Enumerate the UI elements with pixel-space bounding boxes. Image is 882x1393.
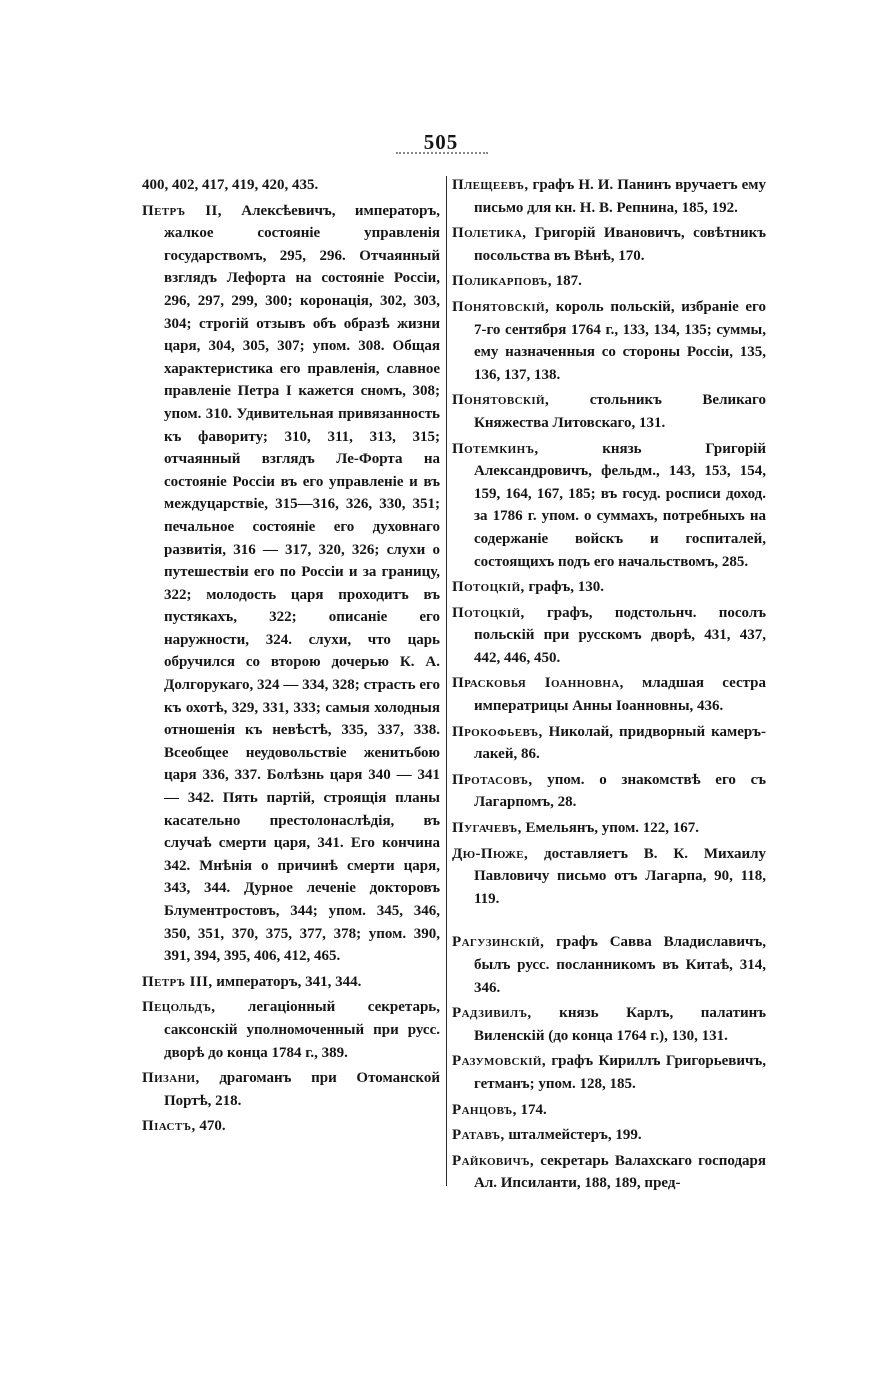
entry-text: графъ Н. И. Панинъ вручаетъ ему письмо для кн. Н. В. Репнина, 185, 192. [474, 177, 766, 216]
index-entry [142, 971, 440, 994]
entry-text: младшая сестра императрицы Анны Іоанновны, 436. [474, 675, 767, 715]
entry-name: Понятовскій, [452, 392, 550, 409]
index-entry [452, 296, 766, 386]
entry-name: Пугачевъ, [452, 820, 522, 837]
index-entry [452, 931, 766, 999]
entry-text: 174. [516, 1101, 547, 1118]
entry-text: императоръ, 341, 344. [212, 973, 362, 990]
entry-name: Пецольдъ, [142, 999, 216, 1016]
entry-text: 470. [195, 1118, 226, 1135]
index-entry [142, 1115, 440, 1138]
entry-name: Радзивилъ, [452, 1005, 532, 1022]
entry-text: драгоманъ при Отоманской Портѣ, 218. [164, 1070, 440, 1109]
index-entry [142, 1067, 440, 1112]
index-entry [452, 1124, 766, 1147]
entry-text: 400, 402, 417, 419, 420, 435. [142, 177, 319, 193]
index-entry [452, 721, 766, 766]
index-entry [452, 602, 766, 670]
index-entry [452, 1050, 766, 1095]
left-column [142, 174, 440, 1141]
entry-name: Пизани, [142, 1070, 200, 1087]
entry-text: секретарь Валахскаго господаря Ал. Ипсиланти, 188, 189, пред- [474, 1152, 766, 1192]
entry-text: доставляетъ В. К. Михаилу Павловичу письмо отъ Лагарпа, 90, 118, 119. [474, 845, 766, 907]
index-entry [452, 576, 766, 599]
entry-name: Потемкинъ, [452, 440, 539, 457]
index-entry [142, 200, 440, 968]
index-entry [452, 1099, 766, 1122]
index-entry [452, 174, 766, 219]
index-entry [452, 843, 766, 911]
index-entry [452, 222, 766, 267]
index-entry [452, 389, 766, 434]
entry-text: Алексѣевичъ, императоръ, жалкое состояніе управленія государствомъ, 295, 296. Отчаянный взглядъ Лефорта на состояніе Россіи, 296, 297, 299, 300; коронація, 302, 303, 304; строгій отзывъ объ образѣ жизни царя, 304, 305, 307; упом. 308. Общая характеристика его правленія, славное правленіе Петра I кажется сномъ, 308; упом. 310. Удивительная привязанность къ фавориту; 310, 311, 313, 315; отчаянный взглядъ Ле-Форта на состояніе Россіи въ его управленіе и въ междуцарствіе, 315—316, 326, 330, 351; печальное состояніе его духовнаго развитія, 316 — 317, 320, 326; слухи о путешествіи его по Россіи и за границу, 322; молодость царя проходитъ въ пустякахъ, 322; описаніе его наружности, 324. слухи, что царь обручился со второю дочерью К. А. Долгорукаго, 324 — 334, 328; страсть его къ охотѣ, 329, 331, 333; самыя холодныя отношенія къ невѣстѣ, 335, 337, 338. Всеобщее неудовольствіе женитьбою царя 336, 337. Болѣзнь царя 340 — 341 — 342. Пять партій, строящія планы касательно престолонаслѣдія, въ случаѣ смерти царя, 341. Его кончина 342. Мнѣнія о причинѣ смерти царя, 343, 344. Дурное леченіе докторовъ Блументростовъ, 344; упом. 345, 346, 350, 351, 370, 375, 377, 378; упом. 390, 391, 394, 395, 406, 412, 465. [164, 202, 440, 965]
entry-text: легаціонный секретарь, саксонскій уполномоченный при русс. дворѣ до конца 1784 г., 389. [164, 999, 440, 1061]
entry-text: Николай, придворный камеръ-лакей, 86. [474, 723, 766, 763]
entry-text: 187. [551, 273, 582, 290]
entry-text: упом. о знакомствѣ его съ Лагарпомъ, 28. [474, 771, 766, 811]
entry-text: стольникъ Великаго Княжества Литовскаго, 131. [474, 392, 766, 431]
entry-text: шталмейстеръ, 199. [504, 1127, 642, 1144]
entry-name: Піастъ, [142, 1118, 196, 1135]
entry-name: Ранцовъ, [452, 1101, 517, 1118]
index-entry [142, 996, 440, 1064]
entry-name: Рагузинскій, [452, 934, 545, 951]
page-number: 505 [423, 130, 459, 154]
section-gap [452, 913, 766, 931]
entry-name: Плещеевъ, [452, 177, 529, 193]
header-rule [396, 152, 488, 154]
entry-text: король польскій, избраніе его 7-го сентября 1764 г., 133, 134, 135; суммы, ему назначенныя со стороны Россіи, 135, 136, 137, 138. [474, 298, 766, 383]
entry-name: Петръ III, [142, 973, 213, 990]
entry-name: Протасовъ, [452, 771, 533, 788]
entry-text: графъ Кириллъ Григорьевичъ, гетманъ; упом. 128, 185. [474, 1053, 766, 1092]
column-divider [446, 176, 447, 1186]
entry-name: Прасковья Іоанновна, [452, 675, 624, 692]
entry-name: Понятовскій, [452, 298, 550, 315]
index-entry [452, 1150, 766, 1195]
entry-name: Полетика, [452, 225, 527, 242]
entry-name: Ратавъ, [452, 1127, 505, 1144]
entry-name: Дю-Пюже, [452, 845, 529, 862]
entry-name: Поликарповъ, [452, 273, 552, 290]
index-entry [452, 769, 766, 814]
index-entry [452, 817, 766, 840]
entry-name: Разумовскій, [452, 1053, 547, 1070]
entry-text: графъ, 130. [524, 579, 604, 596]
index-entry [142, 174, 440, 197]
index-entry [452, 438, 766, 574]
entry-text: Григорій Ивановичъ, совѣтникъ посольства въ Вѣнѣ, 170. [474, 225, 766, 264]
index-entry [452, 1002, 766, 1047]
entry-name: Райковичъ, [452, 1152, 535, 1169]
entry-name: Потоцкій, [452, 604, 525, 621]
entry-name: Прокофьевъ, [452, 723, 543, 740]
index-entry [452, 270, 766, 293]
entry-text: графъ, подстольнч. посолъ польскій при русскомъ дворѣ, 431, 437, 442, 446, 450. [474, 604, 766, 666]
entry-name: Потоцкій, [452, 579, 525, 596]
entry-name: Петръ II, [142, 202, 222, 219]
index-entry [452, 672, 766, 717]
entry-text: графъ Савва Владиславичъ, былъ русс. посланникомъ въ Китаѣ, 314, 346. [474, 934, 766, 996]
entry-text: князь Григорій Александровичъ, фельдм., 143, 153, 154, 159, 164, 167, 185; въ госуд. росписи доход. за 1786 г. упом. о суммахъ, потребныхъ на содержаніе войскъ и госпиталей, состоящихъ подъ его начальствомъ, 285. [474, 440, 766, 570]
entry-text: Емельянъ, упом. 122, 167. [521, 820, 700, 837]
entry-text: князь Карлъ, палатинъ Виленскій (до конца 1764 г.), 130, 131. [474, 1005, 766, 1044]
right-column [452, 174, 766, 1198]
